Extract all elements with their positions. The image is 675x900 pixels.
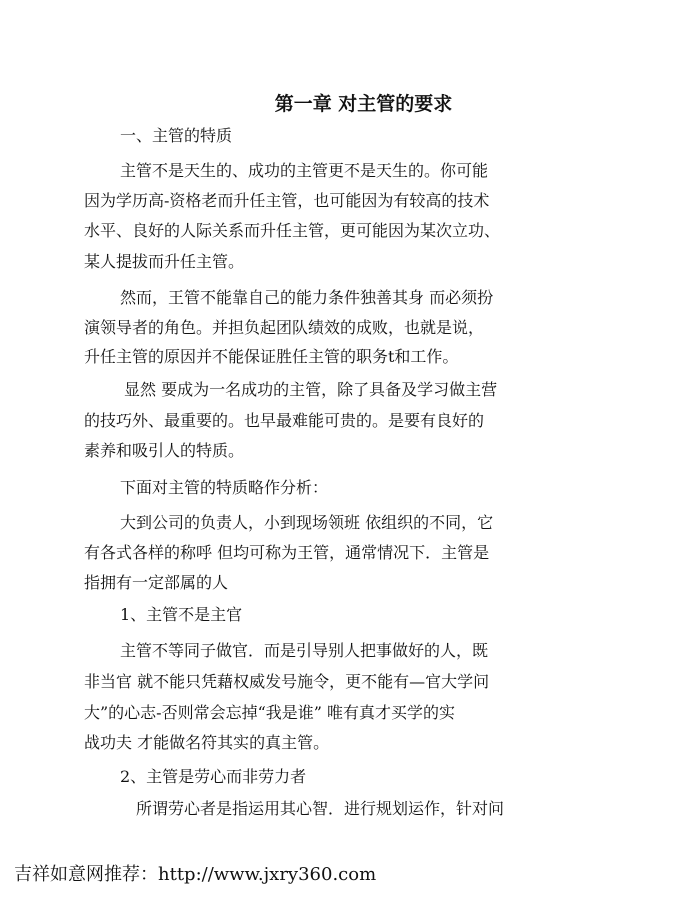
paragraph-line: 演领导者的角色。并担负起团队绩效的成败，也就是说， bbox=[84, 318, 485, 337]
section-heading-traits: 一、主管的特质 bbox=[120, 126, 233, 145]
paragraph-line: 所谓劳心者是指运用其心智．进行规划运作，针对问 bbox=[136, 799, 505, 818]
chapter-title bbox=[0, 90, 675, 118]
paragraph-line: 显然 要成为一名成功的主管，除了具备及学习做主营 bbox=[124, 380, 498, 399]
paragraph-line: 水平、良好的人际关系而升任主管，更可能因为某次立功、 bbox=[84, 221, 501, 240]
paragraph-line: 大”的心志-否则常会忘掉“我是谁” 唯有真才买学的实 bbox=[84, 703, 456, 722]
paragraph-line: 非当官 就不能只凭藉权威发号施令，更不能有—官大学问 bbox=[84, 672, 490, 691]
paragraph-line: 指拥有一定部属的人 bbox=[84, 573, 229, 592]
paragraph-line: 大到公司的负责人，小到现场领班 依组织的不同，它 bbox=[120, 513, 494, 532]
paragraph-line: 的技巧外、最重要的。也早最难能可贵的。是要有良好的 bbox=[84, 411, 485, 430]
paragraph-line: 升任主管的原因并不能保证胜任主管的职务t和工作。 bbox=[84, 347, 459, 366]
footer-recommendation: 吉祥如意网推荐：http://www.jxry360.com bbox=[14, 864, 377, 885]
paragraph-line: 主管不是天生的、成功的主管更不是天生的。你可能 bbox=[120, 161, 489, 180]
paragraph-line: 下面对主管的特质略作分析： bbox=[120, 478, 329, 497]
paragraph-line: 主管不等同子做官．而是引导别人把事做好的人，既 bbox=[120, 641, 489, 660]
section-heading-mental-labor: 2、主管是劳心而非劳力者 bbox=[120, 767, 307, 786]
paragraph-line: 有各式各样的称呼 但均可称为王管，通常情况下．主管是 bbox=[84, 543, 490, 562]
paragraph-line: 然而，王管不能靠自己的能力条件独善其身 而必须扮 bbox=[120, 288, 494, 307]
paragraph-line: 某人提拔而升任主管。 bbox=[84, 252, 245, 271]
section-heading-not-official: 1、主管不是主官 bbox=[120, 605, 243, 624]
paragraph-line: 因为学历高-资格老而升任主管，也可能因为有较高的技术 bbox=[84, 191, 490, 210]
paragraph-line: 素养和吸引人的特质。 bbox=[84, 441, 245, 460]
chapter-title-text: 第一章 对主管的要求 bbox=[274, 93, 453, 115]
paragraph-line: 战功夫 才能做名符其实的真主管。 bbox=[84, 733, 330, 752]
